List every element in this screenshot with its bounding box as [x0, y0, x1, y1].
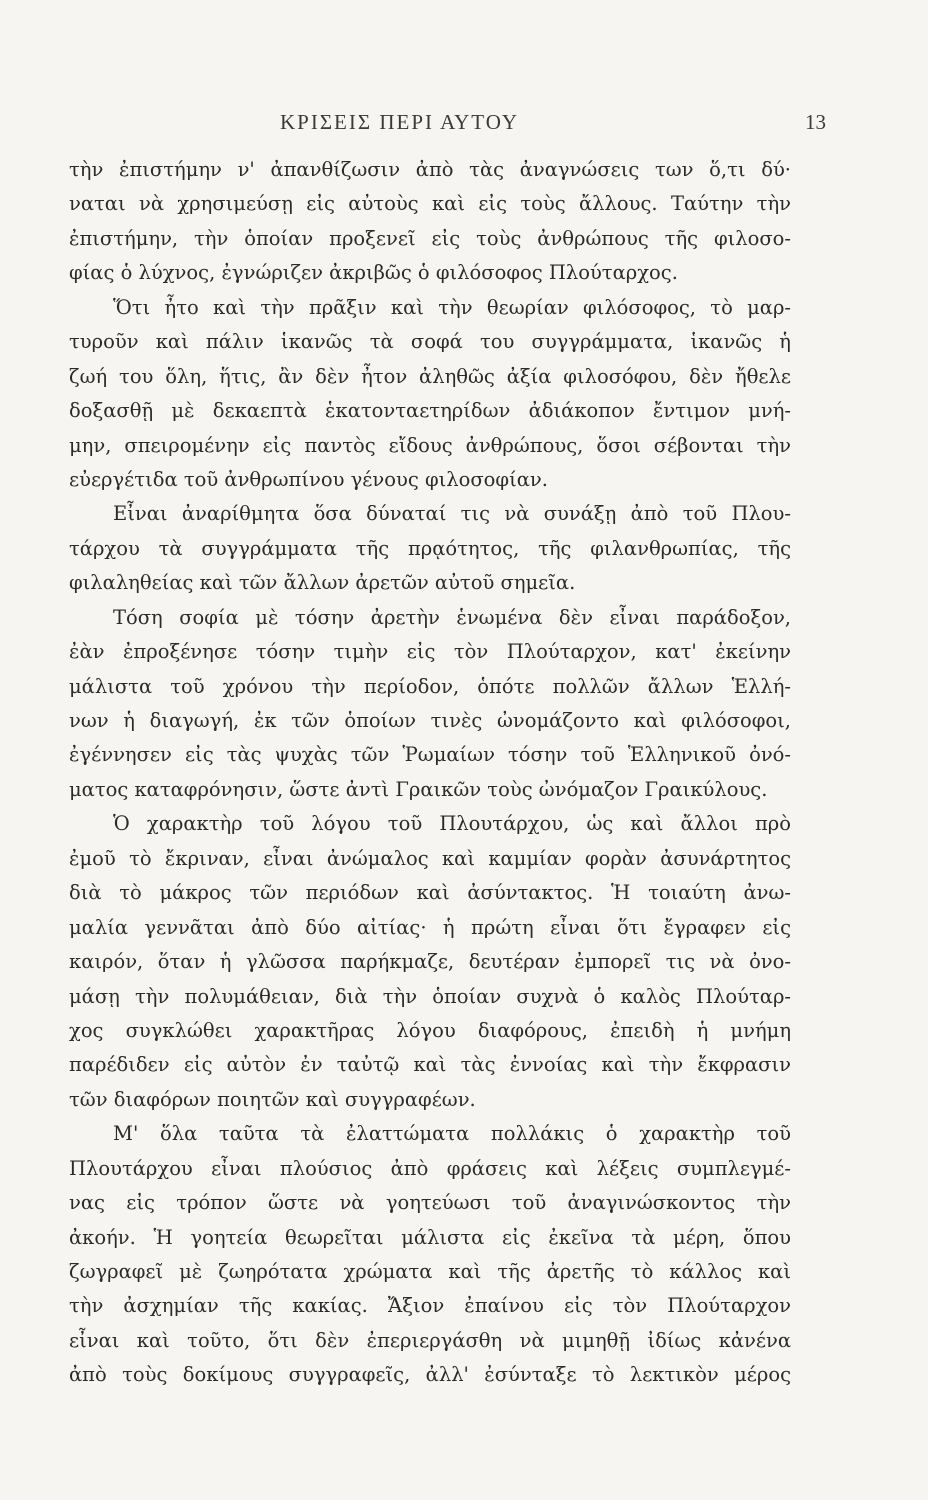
text-line: ἀπὸ τοὺς δοκίμους συγγραφεῖς, ἀλλ' ἐσύνταξε τὸ λεκτικὸν μέρος: [69, 1363, 791, 1387]
text-line: παρέδιδεν εἰς αὐτὸν ἐν ταὐτῷ καὶ τὰς ἐννοίας καὶ τὴν ἔκφρασιν: [69, 1053, 791, 1077]
text-line: χος συγκλώθει χαρακτῆρας λόγου διαφόρους, ἐπειδὴ ἡ μνήμη: [69, 1018, 791, 1042]
text-line: φίας ὁ λύχνος, ἐγνώριζεν ἀκριβῶς ὁ φιλόσοφος Πλούταρχος.: [69, 261, 678, 285]
text-line: μαλία γεννᾶται ἀπὸ δύο αἰτίας· ἡ πρώτη εἶναι ὅτι ἔγραφεν εἰς: [69, 915, 791, 939]
text-line: Τόση σοφία μὲ τόσην ἀρετὴν ἑνωμένα δὲν εἶναι παράδοξον,: [113, 605, 791, 629]
text-line: τυροῦν καὶ πάλιν ἱκανῶς τὰ σοφά του συγγράμματα, ἱκανῶς ἡ: [69, 330, 791, 354]
text-line: τῶν διαφόρων ποιητῶν καὶ συγγραφέων.: [69, 1087, 476, 1111]
text-line: Εἶναι ἀναρίθμητα ὅσα δύναταί τις νὰ συνάξῃ ἀπὸ τοῦ Πλου-: [113, 502, 791, 526]
text-line: μην, σπειρομένην εἰς παντὸς εἴδους ἀνθρώπους, ὅσοι σέβονται τὴν: [69, 433, 791, 457]
text-line: ναται νὰ χρησιμεύσῃ εἰς αὐτοὺς καὶ εἰς τοὺς ἄλλους. Ταύτην τὴν: [69, 192, 791, 216]
text-line: ἐπιστήμην, τὴν ὁποίαν προξενεῖ εἰς τοὺς ἀνθρώπους τῆς φιλοσο-: [69, 226, 791, 250]
text-line: τάρχου τὰ συγγράμματα τῆς πρᾳότητος, τῆς φιλανθρωπίας, τῆς: [69, 536, 791, 560]
running-title: ΚΡΙΣΕΙΣ ΠΕΡΙ ΑΥΤΟΥ: [280, 110, 519, 134]
body-text: [69, 153, 791, 1393]
text-line: τὴν ἀσχημίαν τῆς κακίας. Ἄξιον ἐπαίνου εἰς τὸν Πλούταρχον: [69, 1294, 791, 1318]
text-line: εὐεργέτιδα τοῦ ἀνθρωπίνου γένους φιλοσοφίαν.: [69, 467, 548, 491]
text-line: τὴν ἐπιστήμην ν' ἀπανθίζωσιν ἀπὸ τὰς ἀναγνώσεις των ὅ,τι δύ·: [69, 158, 791, 181]
text-line: εἶναι καὶ τοῦτο, ὅτι δὲν ἐπεριεργάσθη νὰ μιμηθῇ ἰδίως κἀνένα: [69, 1328, 791, 1352]
text-line: ἐγέννησεν εἰς τὰς ψυχὰς τῶν Ῥωμαίων τόσην τοῦ Ἑλληνικοῦ ὀνό-: [69, 743, 791, 767]
text-line: ἐὰν ἐπροξένησε τόσην τιμὴν εἰς τὸν Πλούταρχον, κατ' ἐκείνην: [69, 640, 791, 664]
text-line: νας εἰς τρόπον ὥστε νὰ γοητεύωσι τοῦ ἀναγινώσκοντος τὴν: [69, 1191, 791, 1215]
page-number: 13: [805, 110, 826, 134]
text-line: Μ' ὅλα ταῦτα τὰ ἐλαττώματα πολλάκις ὁ χαρακτὴρ τοῦ: [113, 1122, 791, 1146]
text-line: μάσῃ τὴν πολυμάθειαν, διὰ τὴν ὁποίαν συχνὰ ὁ καλὸς Πλούταρ-: [69, 984, 791, 1008]
text-line: Ὁ χαρακτὴρ τοῦ λόγου τοῦ Πλουτάρχου, ὡς καὶ ἄλλοι πρὸ: [113, 812, 791, 836]
text-line: ζωή του ὅλη, ἥτις, ἂν δὲν ἦτον ἀληθῶς ἀξία φιλοσόφου, δὲν ἤθελε: [69, 364, 791, 388]
page-header: [150, 110, 840, 142]
text-line: ματος καταφρόνησιν, ὥστε ἀντὶ Γραικῶν τοὺς ὠνόμαζον Γραικύλους.: [69, 777, 768, 801]
text-line: διὰ τὸ μάκρος τῶν περιόδων καὶ ἀσύντακτος. Ἡ τοιαύτη ἀνω-: [69, 881, 791, 905]
text-line: ἀκοήν. Ἡ γοητεία θεωρεῖται μάλιστα εἰς ἐκεῖνα τὰ μέρη, ὅπου: [69, 1225, 791, 1249]
text-line: φιλαληθείας καὶ τῶν ἄλλων ἀρετῶν αὐτοῦ σημεῖα.: [69, 571, 576, 595]
text-line: Ὅτι ἦτο καὶ τὴν πρᾶξιν καὶ τὴν θεωρίαν φιλόσοφος, τὸ μαρ-: [113, 295, 791, 319]
text-line: ἐμοῦ τὸ ἔκριναν, εἶναι ἀνώμαλος καὶ καμμίαν φορὰν ἀσυνάρτητος: [69, 846, 791, 870]
text-line: καιρόν, ὅταν ἡ γλῶσσα παρήκμαζε, δευτέραν ἐμπορεῖ τις νὰ ὀνο-: [69, 950, 791, 974]
text-line: ζωγραφεῖ μὲ ζωηρότατα χρώματα καὶ τῆς ἀρετῆς τὸ κάλλος καὶ: [69, 1260, 791, 1283]
text-line: νων ἡ διαγωγή, ἐκ τῶν ὁποίων τινὲς ὠνομάζοντο καὶ φιλόσοφοι,: [69, 709, 791, 732]
text-line: μάλιστα τοῦ χρόνου τὴν περίοδον, ὁπότε πολλῶν ἄλλων Ἑλλή-: [69, 674, 791, 698]
text-line: Πλουτάρχου εἶναι πλούσιος ἀπὸ φράσεις καὶ λέξεις συμπλεγμέ-: [69, 1156, 791, 1180]
text-line: δοξασθῇ μὲ δεκαεπτὰ ἑκατονταετηρίδων ἀδιάκοπον ἔντιμον μνή-: [69, 399, 791, 423]
